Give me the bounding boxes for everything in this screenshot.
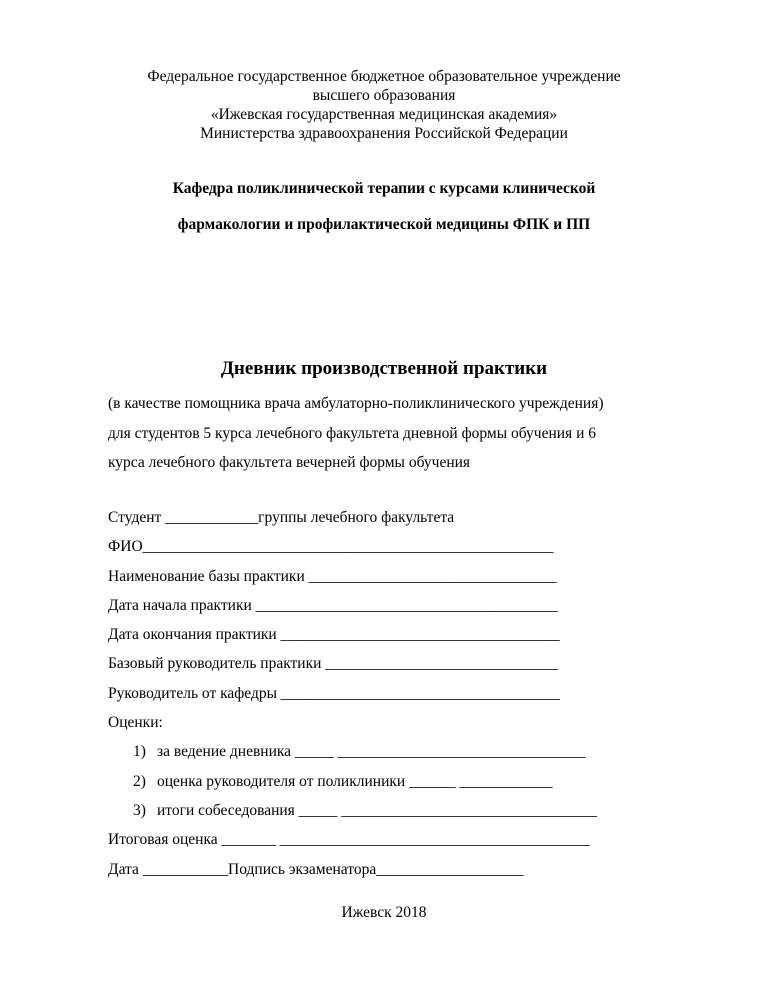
- fio-field: ФИО_____________________________________________________: [108, 538, 554, 556]
- end-date-field: Дата окончания практики ____________________________________: [108, 626, 560, 644]
- student-field: Студент ____________группы лечебного факультета: [108, 509, 455, 526]
- grade-item-number: 2): [133, 772, 146, 790]
- grade-item-supervisor: [108, 767, 597, 796]
- department-line-1: Кафедра поликлинической терапии с курсами клинической: [172, 180, 596, 197]
- subtitle-line-1: (в качестве помощника врача амбулаторно-поликлинического учреждения): [108, 395, 604, 412]
- date-signature-field: Дата ___________Подпись экзаменатора___________________: [108, 860, 524, 878]
- department-heading: [0, 171, 768, 243]
- grade-item-interview: [108, 796, 597, 825]
- grade-item-text: оценка руководителя от поликлиники ______ ____________: [157, 772, 553, 790]
- department-supervisor-field: Руководитель от кафедры ____________________________________: [108, 684, 560, 702]
- subtitle-line-3: курса лечебного факультета вечерней формы обучения: [108, 454, 471, 471]
- document-subtitle: [108, 389, 604, 478]
- grades-label: Оценки:: [108, 714, 163, 732]
- subtitle-line-2: для студентов 5 курса лечебного факультета дневной формы обучения и 6: [108, 424, 596, 442]
- document-title: Дневник производственной практики: [220, 358, 548, 379]
- base-supervisor-field: Базовый руководитель практики ______________________________: [108, 655, 558, 673]
- header-line-1: Федеральное государственное бюджетное образовательное учреждение: [147, 68, 621, 85]
- grade-item-diary: [108, 737, 597, 766]
- practice-base-field: Наименование базы практики ________________________________: [108, 567, 557, 585]
- institution-header: [0, 67, 768, 143]
- city-year: Ижевск 2018: [341, 904, 427, 921]
- final-grade-field: Итоговая оценка _______ ________________________________________: [108, 831, 590, 849]
- start-date-field: Дата начала практики _______________________________________: [108, 596, 558, 614]
- department-line-2: фармакологии и профилактической медицины ФПК и ПП: [177, 216, 591, 233]
- form-fields: [108, 503, 597, 884]
- grade-item-number: 3): [133, 801, 146, 819]
- grade-item-text: за ведение дневника _____ ________________________________: [157, 743, 586, 761]
- grade-item-text: итоги собеседования _____ _________________________________: [157, 801, 598, 819]
- grade-item-number: 1): [133, 743, 146, 761]
- header-line-4: Министерства здравоохранения Российской Федерации: [200, 125, 568, 142]
- header-line-2: высшего образования: [312, 87, 456, 104]
- header-line-3: «Ижевская государственная медицинская академия»: [210, 106, 558, 123]
